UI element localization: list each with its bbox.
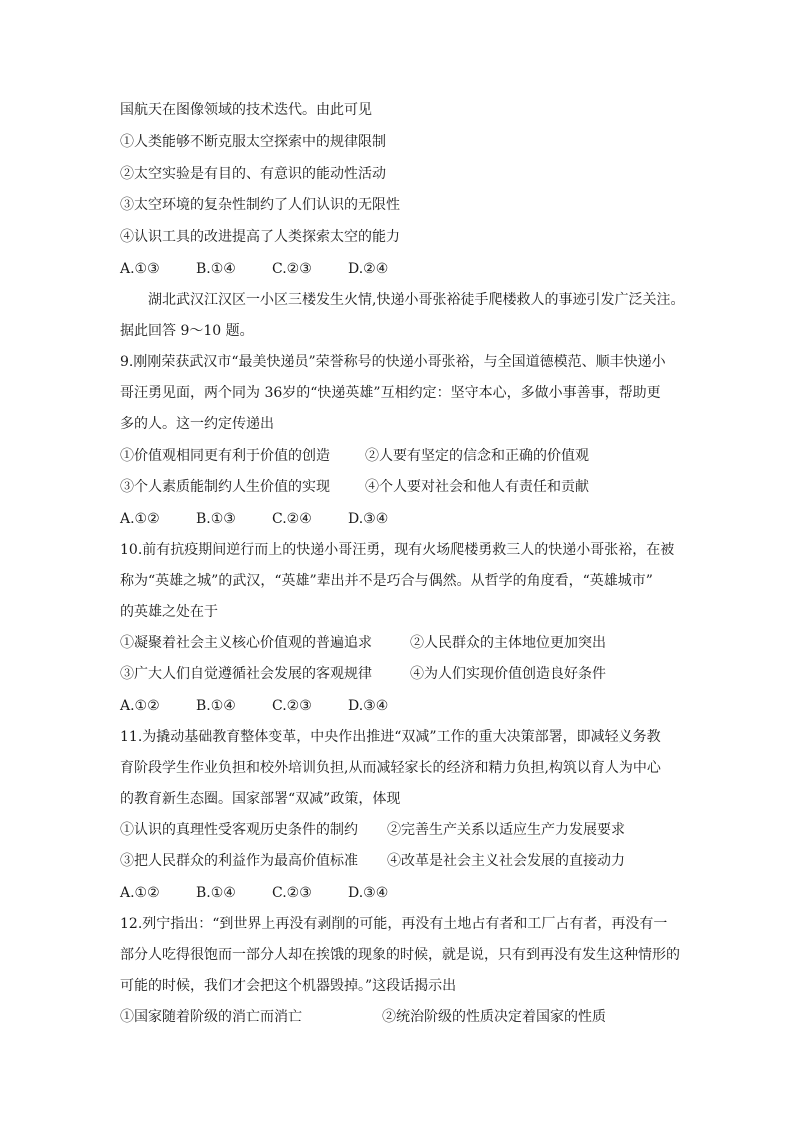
q9-option-c: C.②④: [272, 511, 312, 527]
q9-statement-3: ③个人素质能制约人生价值的实现: [120, 479, 330, 495]
q9-statement-4: ④个人要对社会和他人有责任和贡献: [365, 479, 589, 495]
q11-stem-line-2: 育阶段学生作业负担和校外培训负担,从而减轻家长的经济和精力负担,构筑以育人为中心: [120, 760, 661, 776]
q12-statements-row-1: [120, 1007, 606, 1027]
q8-statement-4: ④认识工具的改进提高了人类探索太空的能力: [120, 229, 400, 245]
q12-stem-line-1: 12.列宁指出：“到世界上再没有剥削的可能，再没有土地占有者和工厂占有者，再没有一: [120, 916, 668, 932]
q10-option-a: A.①②: [120, 698, 160, 714]
q10-statement-3: ③广大人们自觉遵循社会发展的客观规律: [120, 666, 372, 682]
q10-option-b: B.①④: [196, 698, 236, 714]
q9-statements-row-1: [120, 446, 589, 466]
q9-option-b: B.①③: [196, 511, 236, 527]
q12-statement-1: ①国家随着阶级的消亡而消亡: [120, 1009, 302, 1025]
q11-option-d: D.③④: [348, 885, 389, 901]
q11-statement-3: ③把人民群众的利益作为最高价值标准: [120, 853, 358, 869]
q9-statements-row-2: [120, 477, 589, 497]
q8-option-a: A.①③: [120, 261, 160, 277]
q10-statement-1: ①凝聚着社会主义核心价值观的普遍追求: [120, 635, 372, 651]
q10-statement-4: ④为人们实现价值创造良好条件: [410, 666, 606, 682]
intro-tail: 国航天在图像领域的技术迭代。由此可见: [120, 102, 372, 118]
q11-statements-row-1: [120, 820, 625, 840]
q8-statement-1: ①人类能够不断克服太空探索中的规律限制: [120, 134, 386, 150]
q9-stem-line-1: 9.刚刚荣获武汉市“最美快递员”荣誉称号的快递小哥张裕，与全国道德模范、顺丰快递小: [120, 354, 666, 370]
q8-option-d: D.②④: [348, 261, 389, 277]
q10-statements-row-1: [120, 633, 606, 653]
q10-statements-row-2: [120, 664, 606, 684]
q11-statements-row-2: [120, 851, 625, 871]
q10-option-c: C.②③: [272, 698, 312, 714]
q9-stem-line-3: 多的人。这一约定传递出: [120, 416, 274, 432]
q8-statement-2: ②太空实验是有目的、有意识的能动性活动: [120, 166, 386, 182]
q11-stem-line-1: 11.为撬动基础教育整体变革，中央作出推进“双减”工作的重大决策部署，即减轻义务教: [120, 729, 661, 745]
q12-stem-line-2: 部分人吃得很饱而一部分人却在挨饿的现象的时候，就是说，只有到再没有发生这种情形的: [120, 947, 680, 963]
q11-statement-4: ④改革是社会主义社会发展的直接动力: [387, 853, 625, 869]
q10-option-d: D.③④: [348, 698, 389, 714]
material-line-2: 据此回答 9～10 题。: [120, 323, 254, 339]
q9-option-d: D.③④: [348, 511, 389, 527]
q8-option-b: B.①④: [196, 261, 236, 277]
material-line-1: 湖北武汉江汉区一小区三楼发生火情,快递小哥张裕徒手爬楼救人的事迹引发广泛关注。: [148, 292, 685, 308]
q11-option-c: C.②③: [272, 885, 312, 901]
q10-stem-line-2: 称为“英雄之城”的武汉，“英雄”辈出并不是巧合与偶然。从哲学的角度看，“英雄城市”: [120, 573, 653, 589]
q11-option-a: A.①②: [120, 885, 160, 901]
q10-stem-line-3: 的英雄之处在于: [120, 604, 218, 620]
q9-statement-2: ②人要有坚定的信念和正确的价值观: [365, 448, 589, 464]
q12-stem-line-3: 可能的时候，我们才会把这个机器毁掉。”这段话揭示出: [120, 978, 457, 994]
q11-statement-1: ①认识的真理性受客观历史条件的制约: [120, 822, 358, 838]
q9-stem-line-2: 哥汪勇见面，两个同为 36岁的“快递英雄”互相约定：坚守本心，多做小事善事，帮助更: [120, 385, 661, 401]
q11-stem-line-3: 的教育新生态圈。国家部署“双减”政策，体现: [120, 791, 401, 807]
q11-statement-2: ②完善生产关系以适应生产力发展要求: [387, 822, 625, 838]
q10-stem-line-1: 10.前有抗疫期间逆行而上的快递小哥汪勇，现有火场爬楼勇救三人的快递小哥张裕，在被: [120, 542, 675, 558]
q10-statement-2: ②人民群众的主体地位更加突出: [410, 635, 606, 651]
q9-statement-1: ①价值观相同更有利于价值的创造: [120, 448, 330, 464]
q12-statement-2: ②统治阶级的性质决定着国家的性质: [382, 1009, 606, 1025]
q11-option-b: B.①④: [196, 885, 236, 901]
q8-statement-3: ③太空环境的复杂性制约了人们认识的无限性: [120, 197, 400, 213]
q8-option-c: C.②③: [272, 261, 312, 277]
q9-option-a: A.①②: [120, 511, 160, 527]
